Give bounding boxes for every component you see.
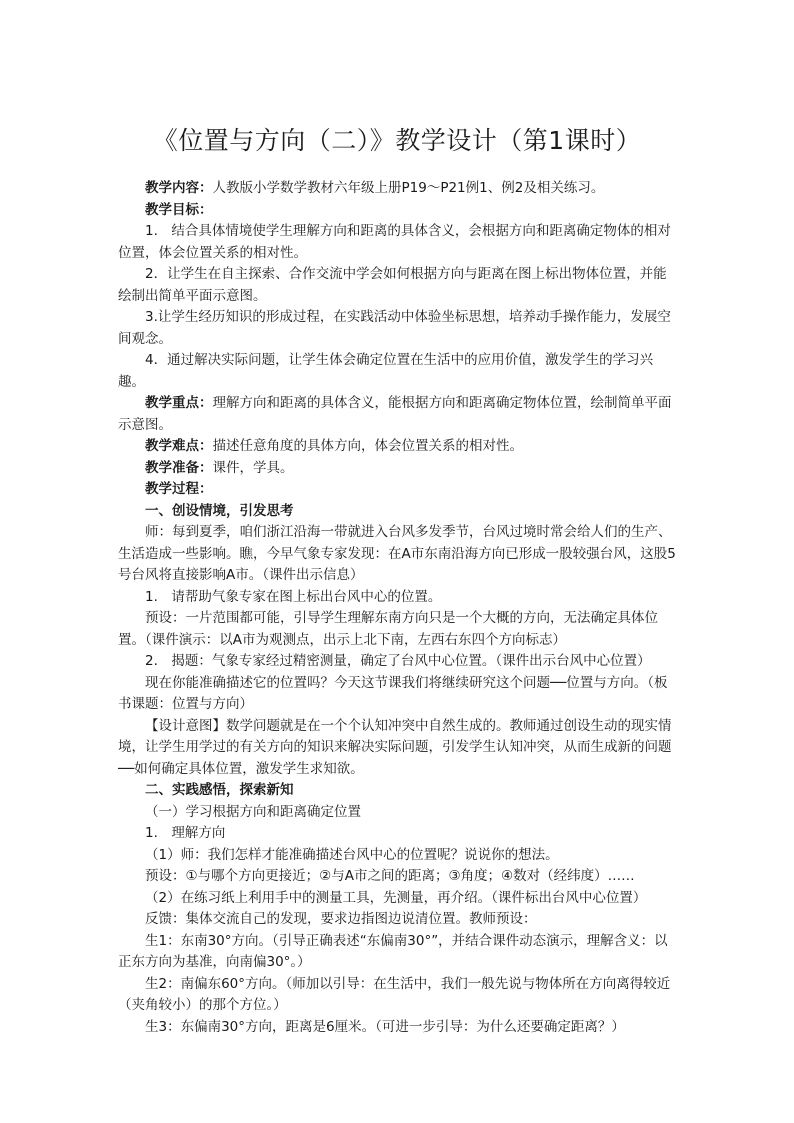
teaching-content: 教学内容：人教版小学数学教材六年级上册P19～P21例1、例2及相关练习。 (145, 180, 605, 196)
paragraph-understand-direction: 1. 理解方向 (145, 825, 226, 841)
goal-item-2: 2．让学生在自主探索、合作交流中学会如何根据方向与距离在图上标出物体位置，并能绘制出简单平面示意图。 (118, 266, 667, 304)
subsection-heading-1: （一）学习根据方向和距离确定位置 (145, 803, 361, 820)
paragraph-feedback: 反馈：集体交流自己的发现，要求边指图边说清位置。教师预设： (145, 911, 537, 927)
paragraph-preset-1: 预设：一片范围都可能，引导学生理解东南方向只是一个大概的方向，无法确定具体位置。（课件演示：以A市为观测点，出示上北下南，左西右东四个方向标志） (118, 610, 658, 648)
teaching-preparation: 教学准备：课件，学具。 (145, 459, 294, 476)
teaching-goals-heading: 教学目标： (145, 201, 213, 218)
goal-item-4: 4．通过解决实际问题，让学生体会确定位置在生活中的应用价值，激发学生的学习兴趣。 (118, 352, 654, 390)
teaching-key-points: 教学重点：理解方向和距离的具体含义，能根据方向和距离确定物体位置，绘制简单平面示意图。 (118, 395, 672, 433)
paragraph-step-1: 1. 请帮助气象专家在图上标出台风中心的位置。 (145, 588, 442, 605)
paragraph-student-3: 生3：东偏南30°方向，距离是6厘米。（可进一步引导：为什么还要确定距离？） (145, 1018, 625, 1035)
paragraph-preset-2: 预设：①与哪个方向更接近；②与A市之间的距离；③角度；④数对（经纬度）…… (145, 868, 635, 884)
goal-item-3: 3.让学生经历知识的形成过程，在实践活动中体验坐标思想，培养动手操作能力，发展空间观念。 (118, 309, 671, 347)
paragraph-student-1: 生1：东南30°方向。（引导正确表述“东偏南30°”，并结合课件动态演示，理解含义：以正东方向为基准，向南偏30°。） (118, 932, 668, 970)
paragraph-student-2: 生2：南偏东60°方向。（师加以引导：在生活中，我们一般先说与物体所在方向离得较近（夹角较小）的那个方位。） (118, 975, 671, 1013)
section-heading-2: 二、实践感悟，探索新知 (145, 782, 294, 798)
paragraph-question: 现在你能准确描述它的位置吗？今天这节课我们将继续研究这个问题──位置与方向。（板书课题：位置与方向） (118, 674, 668, 712)
paragraph-step-2: 2. 揭题：气象专家经过精密测量，确定了台风中心位置。（课件出示台风中心位置） (145, 653, 651, 669)
teaching-process-heading: 教学过程： (145, 481, 213, 497)
document-title: 《位置与方向（二）》教学设计（第1课时） (152, 126, 642, 155)
section-heading-1: 一、创设情境，引发思考 (145, 502, 294, 519)
teaching-difficulties: 教学难点：描述任意角度的具体方向，体会位置关系的相对性。 (145, 438, 523, 454)
paragraph-teacher-question: （1）师：我们怎样才能准确描述台风中心的位置呢？说说你的想法。 (145, 846, 559, 863)
paragraph-measure: （2）在练习纸上利用手中的测量工具，先测量，再介绍。（课件标出台风中心位置） (145, 889, 647, 906)
paragraph-scenario: 师：每到夏季，咱们浙江沿海一带就进入台风多发季节，台风过境时常会给人们的生产、生活造成一些影响。瞧，今早气象专家发现：在A市东南沿海方向已形成一股较强台风，这股5号台风将直接影响A市。（课件出示信息） (118, 524, 676, 583)
document-body (118, 178, 678, 1038)
paragraph-design-intent: 【设计意图】数学问题就是在一个个认知冲突中自然生成的。教师通过创设生动的现实情境，让学生用学过的有关方向的知识来解决实际问题，引发学生认知冲突，从而生成新的问题──如何确定具体位置，激发学生求知欲。 (118, 717, 672, 777)
goal-item-1: 1. 结合具体情境使学生理解方向和距离的具体含义，会根据方向和距离确定物体的相对位置，体会位置关系的相对性。 (118, 223, 671, 261)
